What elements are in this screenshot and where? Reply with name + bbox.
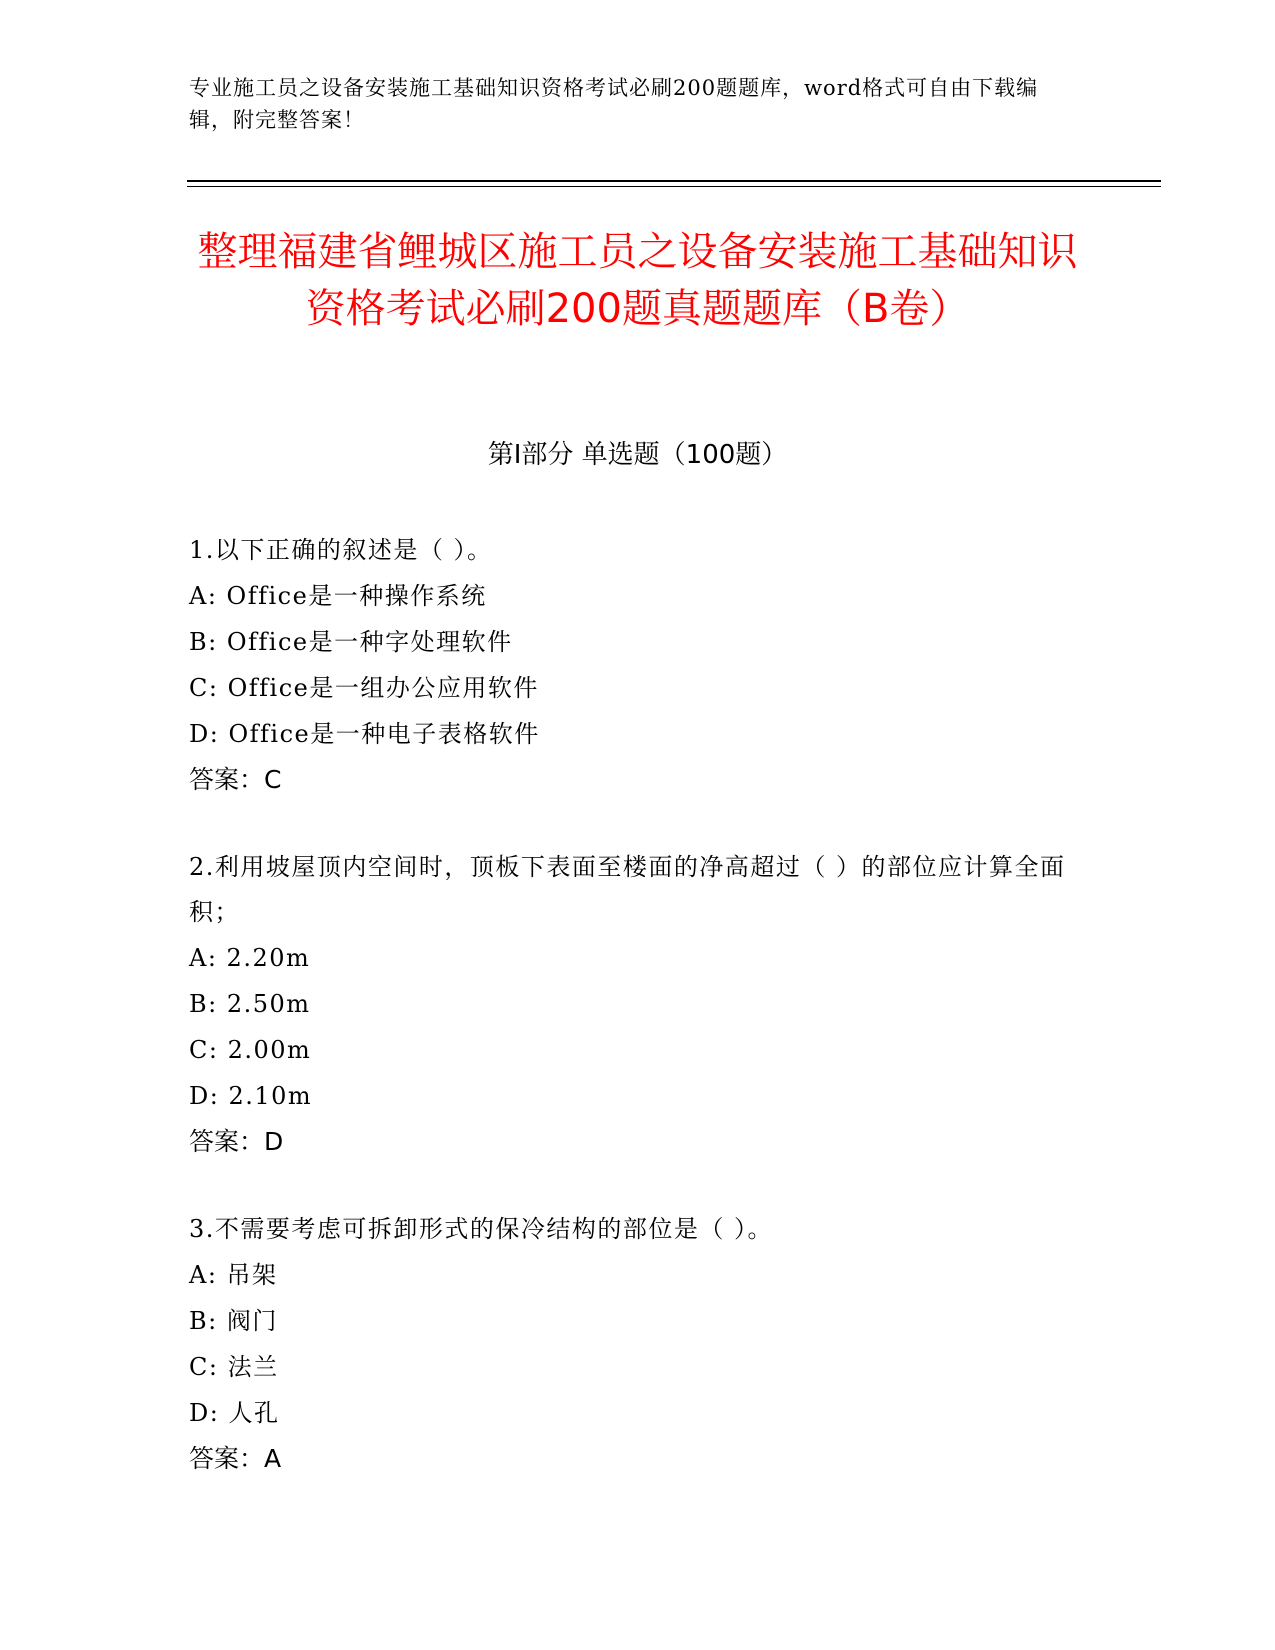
header-rule-thick xyxy=(187,180,1161,182)
option-d: D: 人孔 xyxy=(189,1399,280,1427)
option-a: A: 吊架 xyxy=(189,1261,278,1289)
option-a: A: 2.20m xyxy=(189,944,311,972)
option-c: C: 法兰 xyxy=(189,1353,279,1381)
option-b: B: Office是一种字处理软件 xyxy=(189,628,513,656)
option-a: A: Office是一种操作系统 xyxy=(189,582,487,610)
answer: 答案：D xyxy=(189,1127,284,1156)
header-note: 专业施工员之设备安装施工基础知识资格考试必刷200题题库，word格式可自由下载编辑，附完整答案！ xyxy=(189,76,1039,132)
option-c: C: Office是一组办公应用软件 xyxy=(189,674,539,702)
option-d: D: Office是一种电子表格软件 xyxy=(189,720,540,748)
question-stem: 2.利用坡屋顶内空间时，顶板下表面至楼面的净高超过（ ）的部位应计算全面积； xyxy=(189,853,1066,926)
question-stem: 1.以下正确的叙述是（ ）。 xyxy=(189,536,493,564)
option-d: D: 2.10m xyxy=(189,1082,313,1110)
question-list xyxy=(189,528,1089,1524)
answer: 答案：A xyxy=(189,1444,282,1473)
question-3 xyxy=(189,1207,1089,1482)
option-b: B: 阀门 xyxy=(189,1307,278,1335)
document-title: 整理福建省鲤城区施工员之设备安装施工基础知识资格考试必刷200题真题题库（B卷） xyxy=(197,229,1078,332)
option-c: C: 2.00m xyxy=(189,1036,312,1064)
question-2 xyxy=(189,845,1089,1165)
section-heading: 第Ⅰ部分 单选题（100题） xyxy=(487,440,788,470)
answer: 答案：C xyxy=(189,765,282,794)
question-stem: 3.不需要考虑可拆卸形式的保冷结构的部位是（ ）。 xyxy=(189,1215,774,1243)
header-rule-thin xyxy=(187,186,1161,187)
question-1 xyxy=(189,528,1089,803)
option-b: B: 2.50m xyxy=(189,990,311,1018)
